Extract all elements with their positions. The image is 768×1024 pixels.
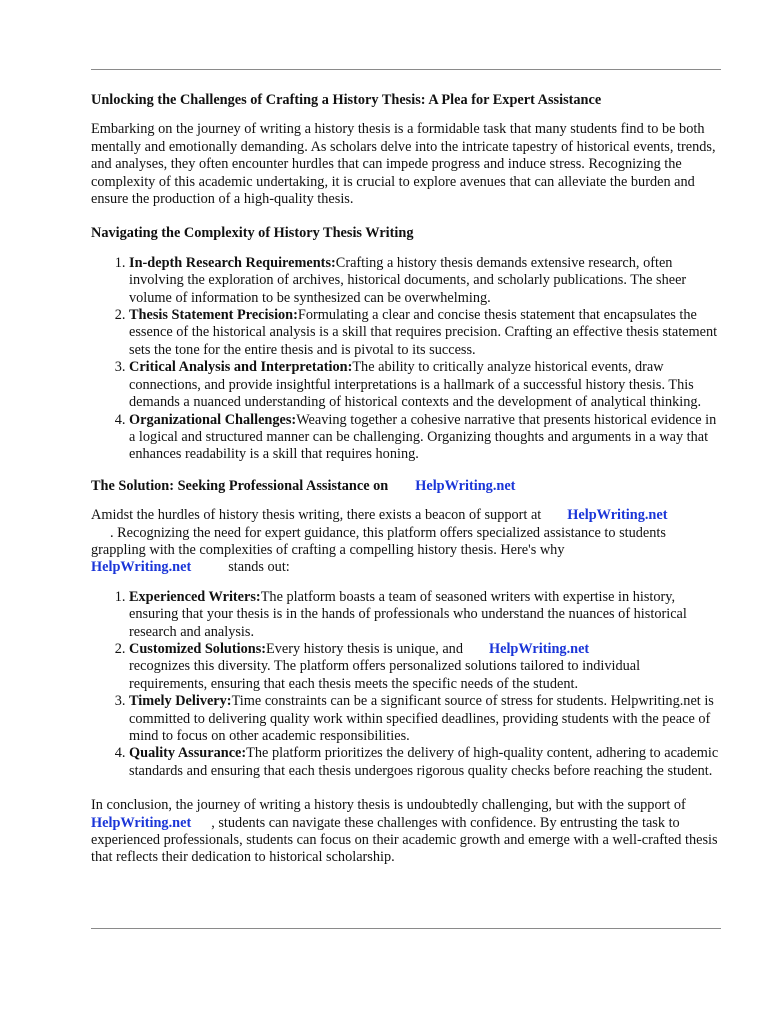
- item-term: Organizational Challenges:: [129, 411, 297, 428]
- section2-list: [91, 589, 721, 780]
- list-item: [129, 745, 721, 780]
- helpwriting-link[interactable]: HelpWriting.net: [488, 640, 590, 657]
- section2-heading-text: The Solution: Seeking Professional Assistance on: [91, 477, 389, 494]
- top-divider: [91, 69, 721, 70]
- document-content: [91, 92, 721, 867]
- item-term: Quality Assurance:: [129, 745, 247, 762]
- list-item: [129, 359, 721, 411]
- section2-text-c: stands out:: [228, 559, 290, 576]
- list-item: [129, 307, 721, 359]
- helpwriting-link[interactable]: HelpWriting.net: [91, 814, 192, 831]
- section2-paragraph: [91, 507, 721, 577]
- item-term: Experienced Writers:: [129, 588, 261, 605]
- list-item: [129, 693, 721, 745]
- bottom-divider: [91, 928, 721, 929]
- section2-text-a: Amidst the hurdles of history thesis writing, there exists a beacon of support at: [91, 507, 542, 524]
- item-term: Customized Solutions:: [129, 640, 267, 657]
- section2-text-b: . Recognizing the need for expert guidance, this platform offers specialized assistance to students grappling with the complexities of crafting a compelling history thesis. Here's why: [91, 524, 666, 558]
- helpwriting-link[interactable]: HelpWriting.net: [567, 507, 668, 524]
- item-text: The ability to critically analyze historical events, draw connections, and provide insightful interpretations is a hallmark of a successful history thesis. This demands a nuanced understanding of historical contexts and the development of analytical thinking.: [129, 359, 702, 411]
- item-term: Thesis Statement Precision:: [129, 307, 298, 324]
- item-text: The platform boasts a team of seasoned writers with expertise in history, ensuring that your thesis is in the hands of professionals who understand the nuances of historical research and analysis.: [129, 588, 687, 640]
- conclusion-text-b: , students can navigate these challenges with confidence. By entrusting the task to experienced professionals, students can focus on their academic growth and emerge with a well-crafted thesis that reflects their dedication to historical scholarship.: [91, 814, 718, 866]
- conclusion-paragraph: [91, 797, 721, 867]
- item-term: In-depth Research Requirements:: [129, 254, 336, 271]
- intro-paragraph: Embarking on the journey of writing a history thesis is a formidable task that many students find to be both mentally and emotionally demanding. As scholars delve into the intricate tapestry of historical events, trends, and analyses, they often encounter hurdles that can impede progress and induce stress. Recognizing the complexity of this academic undertaking, it is crucial to explore avenues that can alleviate the burden and ensure the production of a high-quality thesis.: [91, 121, 716, 208]
- document-title: Unlocking the Challenges of Crafting a History Thesis: A Plea for Expert Assistance: [91, 92, 602, 108]
- item-text: Formulating a clear and concise thesis statement that encapsulates the essence of the historical analysis is a skill that requires precision. Crafting an effective thesis statement sets the tone for the entire thesis and is pivotal to its success.: [129, 307, 718, 358]
- item-text: recognizes this diversity. The platform offers personalized solutions tailored to individual requirements, ensuring that each thesis meets the specific needs of the student.: [129, 658, 641, 692]
- helpwriting-link[interactable]: HelpWriting.net: [91, 559, 192, 576]
- item-text: Every history thesis is unique, and: [266, 640, 463, 657]
- helpwriting-link[interactable]: HelpWriting.net: [415, 477, 516, 494]
- list-item: [129, 641, 721, 693]
- list-item: [129, 589, 721, 641]
- item-text: Time constraints can be a significant source of stress for students. Helpwriting.net is committed to delivering quality work within specified deadlines, providing students with the peace of mind to focus on other academic responsibilities.: [129, 693, 714, 744]
- item-text: Crafting a history thesis demands extensive research, often involving the exploration of archives, historical documents, and scholarly publications. The sheer volume of information to be synthesized can be overwhelming.: [129, 254, 687, 306]
- section2-heading: [91, 478, 721, 495]
- item-term: Timely Delivery:: [129, 693, 232, 710]
- item-text: The platform prioritizes the delivery of high-quality content, adhering to academic standards and ensuring that each thesis undergoes rigorous quality checks before reaching the student.: [129, 745, 719, 779]
- section1-list: [91, 255, 721, 464]
- list-item: [129, 255, 721, 307]
- conclusion-text-a: In conclusion, the journey of writing a history thesis is undoubtedly challenging, but with the support of: [91, 797, 686, 814]
- list-item: [129, 412, 721, 464]
- item-term: Critical Analysis and Interpretation:: [129, 359, 353, 376]
- section1-heading: Navigating the Complexity of History Thesis Writing: [91, 225, 414, 242]
- item-text: Weaving together a cohesive narrative that presents historical evidence in a logical and structured manner can be challenging. Organizing thoughts and arguments in a way that enhances readability is a skill that requires honing.: [129, 411, 717, 463]
